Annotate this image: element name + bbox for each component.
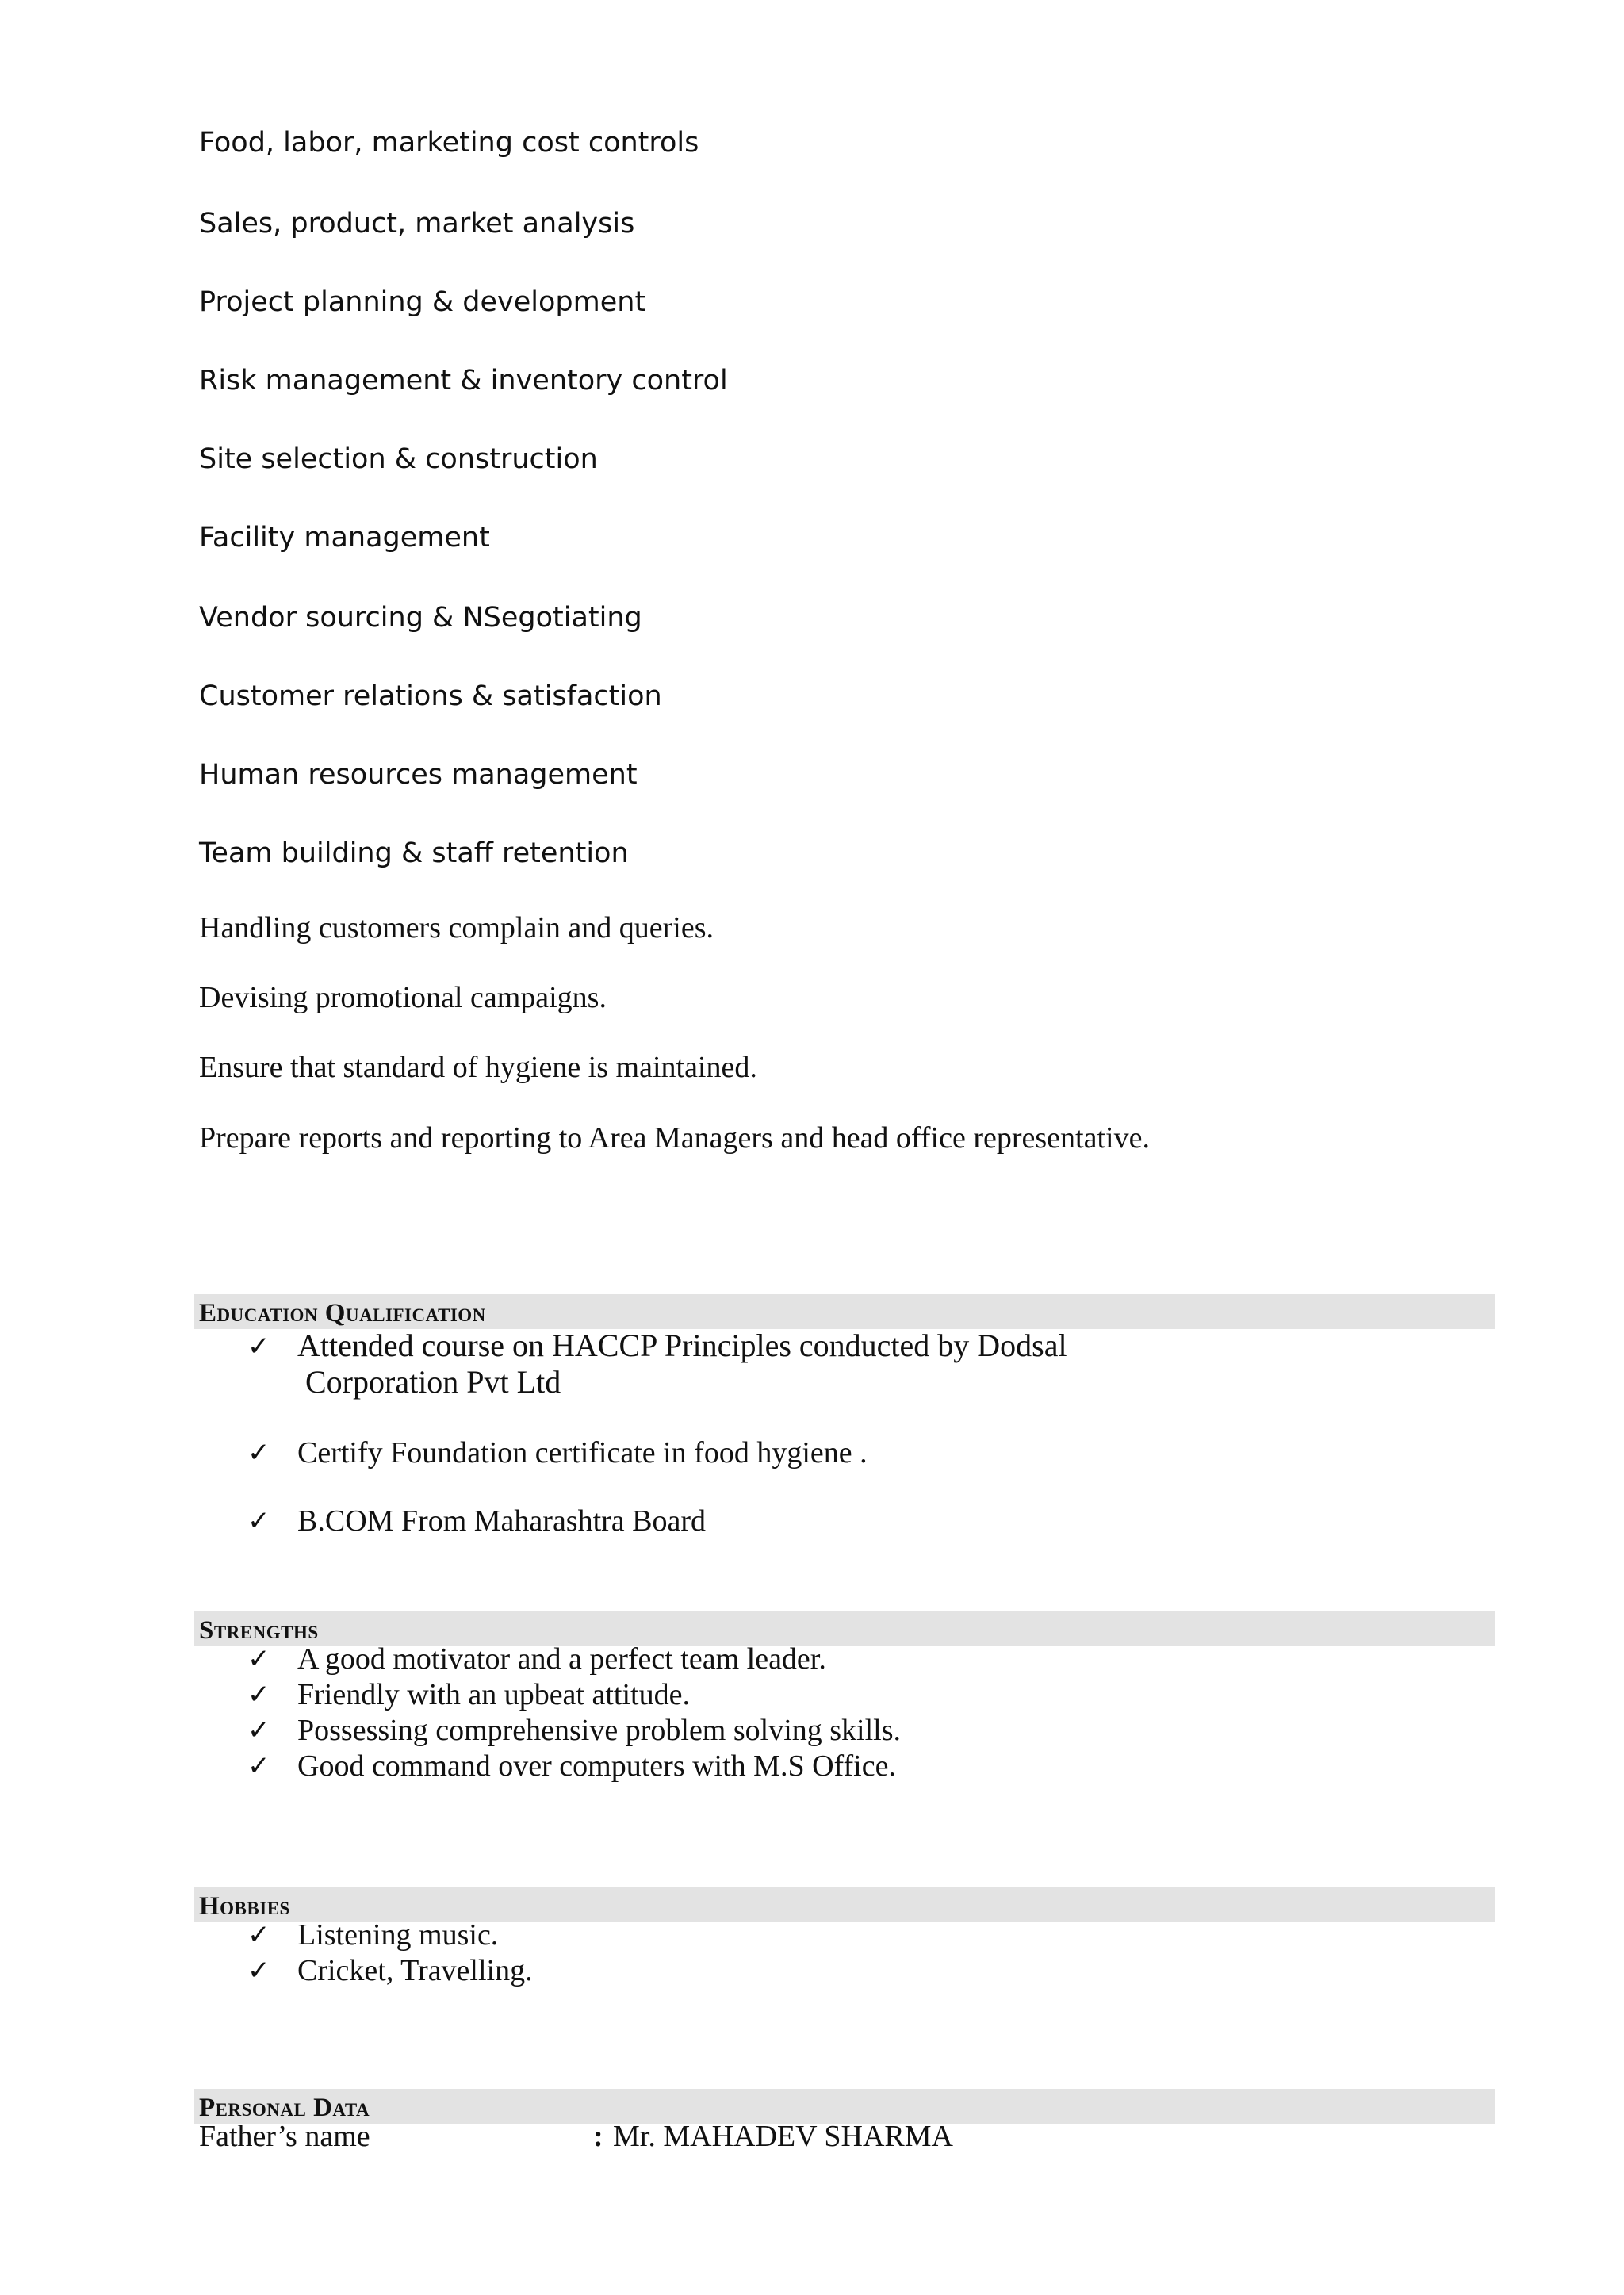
skill-item: Vendor sourcing & NSegotiating [199, 602, 642, 634]
skill-item: Human resources management [199, 759, 638, 791]
strength-item: Possessing comprehensive problem solving skills. [297, 1714, 902, 1747]
skill-item: Project planning & development [199, 286, 646, 318]
duty-item: Prepare reports and reporting to Area Managers and head office representative. [199, 1121, 1150, 1155]
education-title: Education Qualification [199, 1299, 486, 1328]
checkmark-icon: ✓ [247, 1750, 270, 1782]
checkmark-icon: ✓ [247, 1679, 270, 1711]
education-item-continued: Corporation Pvt Ltd [305, 1364, 561, 1400]
checkmark-icon: ✓ [247, 1643, 270, 1675]
checkmark-icon: ✓ [247, 1505, 270, 1537]
skill-item: Facility management [199, 522, 490, 554]
strength-item: Good command over computers with M.S Office. [297, 1749, 896, 1783]
checkmark-icon: ✓ [247, 1437, 270, 1469]
skill-item: Food, labor, marketing cost controls [199, 127, 699, 159]
hobby-item: Cricket, Travelling. [297, 1954, 533, 1987]
hobby-item: Listening music. [297, 1918, 499, 1952]
hobbies-title: Hobbies [199, 1892, 290, 1921]
checkmark-icon: ✓ [247, 1955, 270, 1987]
skill-item: Risk management & inventory control [199, 365, 728, 397]
strengths-title: Strengths [199, 1616, 319, 1645]
duty-item: Ensure that standard of hygiene is maintained. [199, 1051, 757, 1084]
education-item: Certify Foundation certificate in food hygiene . [297, 1436, 868, 1469]
field-separator: : [593, 2120, 603, 2153]
checkmark-icon: ✓ [247, 1715, 270, 1746]
father-name-label: Father’s name [199, 2120, 370, 2153]
skill-item: Customer relations & satisfaction [199, 680, 662, 712]
duty-item: Devising promotional campaigns. [199, 981, 607, 1014]
education-item: Attended course on HACCP Principles conducted by Dodsal [297, 1328, 1067, 1363]
checkmark-icon: ✓ [247, 1919, 270, 1951]
duty-item: Handling customers complain and queries. [199, 911, 714, 944]
father-name-value: Mr. MAHADEV SHARMA [613, 2120, 953, 2153]
checkmark-icon: ✓ [247, 1331, 270, 1362]
education-section-header [194, 1294, 1495, 1329]
skill-item: Site selection & construction [199, 443, 598, 475]
strength-item: Friendly with an upbeat attitude. [297, 1678, 690, 1711]
skill-item: Team building & staff retention [199, 837, 629, 869]
personal-data-title: Personal Data [199, 2094, 370, 2122]
strength-item: A good motivator and a perfect team leader. [297, 1642, 826, 1676]
education-item: B.COM From Maharashtra Board [297, 1504, 707, 1538]
skill-item: Sales, product, market analysis [199, 208, 635, 239]
